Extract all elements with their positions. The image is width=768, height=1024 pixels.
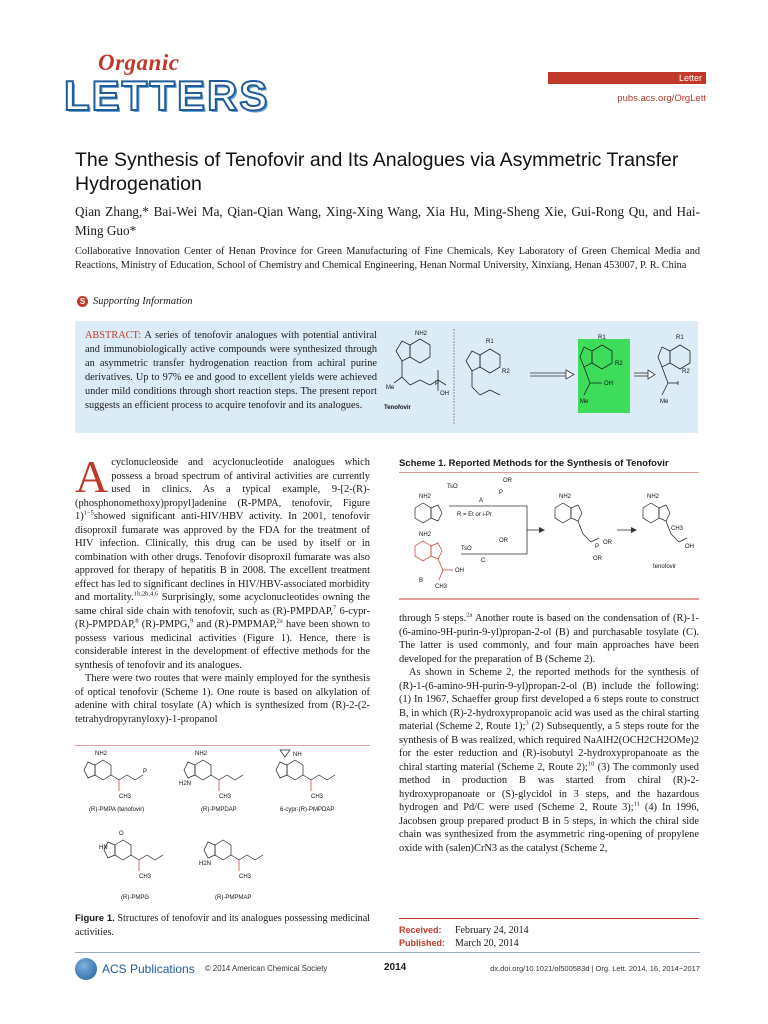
ref-superscript[interactable]: 3	[525, 719, 529, 727]
pmpg-hn-label: HN	[99, 845, 108, 851]
ref-superscript[interactable]: 1b,2b,4,6	[133, 590, 159, 598]
tenofovir-nh2-label: NH2	[415, 331, 428, 337]
ref-superscript[interactable]: 2a	[276, 617, 283, 625]
supporting-info-label: Supporting Information	[93, 296, 193, 307]
copyright-notice: © 2014 American Chemical Society	[205, 964, 328, 973]
cypr-ch3-label: CH3	[311, 794, 324, 800]
substrate-r1-label: R1	[486, 339, 494, 345]
tenofovir-p-label: P	[435, 381, 440, 387]
body-text-right	[399, 612, 699, 855]
paragraph-routes: There were two routes that were mainly employed for the synthesis of optical tenofovir (Scheme 1). One route is based on alkylation of adenine with chiral tosylate (A) which is synthesized from (R)-2-(2-tetrahydropyranyloxy)-1-propanol	[75, 673, 370, 725]
dates-divider	[399, 918, 699, 919]
substrate-r2-label: R2	[502, 369, 510, 375]
tenofovir-product-ch3-label: CH3	[671, 526, 684, 532]
article-type-badge: Letter	[548, 72, 706, 84]
supporting-information-link[interactable]	[77, 296, 192, 307]
compound-b-structure	[415, 541, 453, 580]
paragraph-condensation	[399, 612, 699, 666]
doi-citation[interactable]: dx.doi.org/10.1021/ol500583d | Org. Lett. 2014, 16, 2014−2017	[490, 964, 700, 973]
structure-cypr-pmpdap	[276, 750, 335, 791]
intro-text-2: showed significant anti-HIV/HBV activity. In 2001, tenofovir disoproxil fumarate was approved by the FDA for the treatment of HIV infection. Clinically, this drug can be used by itself or in combination with other drugs. Tenofovir disoproxil fumarate was also approved for therapy of hepatitis B in 2008. The excellent treatment effect has led to significant declines in HIV/HBV-associated morbidity and mortality.	[75, 511, 370, 603]
structure-label-cypr: 6-cypr-(R)-PMPDAP	[280, 807, 335, 813]
tenofovir-product-oh-label: OH	[685, 544, 694, 550]
right-text-2: Another route is based on the condensation of (R)-1-(6-amino-9H-purin-9-yl)propan-2-ol (B) and purchasable tosylate (C). The latter is used commonly, and four main approaches have been developed for the preparation of B (Scheme 2).	[399, 613, 699, 665]
paragraph-intro	[75, 451, 370, 672]
adenine-structure	[415, 503, 442, 523]
right-text-4: (2) Subsequently, a 5 steps route for the synthesis of B was realized, which required NaAlH2(OCH2CH2OMe)2 for the ester reduction and (R)-isobutyl 2-hydroxypropanoate as the chiral starting material (Scheme 2, Route 2);	[399, 721, 700, 773]
journal-url-link[interactable]: pubs.acs.org/OrgLett	[617, 93, 706, 104]
structure-pmpdap	[184, 760, 243, 791]
tenofovir-product-structure	[643, 503, 687, 542]
reagent-c-tso-label: TsO	[461, 546, 472, 552]
ester-or2-label: OR	[593, 556, 602, 562]
ester-nh2-label: NH2	[559, 494, 572, 500]
dropcap-letter: A	[75, 451, 109, 502]
ref-superscript[interactable]: 1−5	[83, 509, 94, 517]
tenofovir-oh-label: OH	[440, 391, 449, 397]
supporting-info-icon: S	[77, 296, 88, 307]
pmpa-nh2-label: NH2	[95, 751, 108, 757]
figure-1-caption-text: Structures of tenofovir and its analogues possessing medicinal activities.	[75, 913, 370, 938]
reagent-a-label: A	[479, 498, 484, 504]
received-label: Received:	[399, 925, 442, 935]
ester-p-label: P	[595, 544, 600, 550]
abstract-lead: ABSTRACT:	[85, 330, 142, 341]
product-r2-label: R2	[682, 369, 690, 375]
right-text-6: (4) In 1996, Jacobsen group prepared product B in 5 steps, in which the chiral side chain was synthesized from the asymmetric ring-opening of propylene oxide with (salen)CrN3 as the catalyst (Scheme 2,	[399, 802, 699, 854]
pmpdap-h2n-label: H2N	[179, 781, 192, 787]
intro-text-7: have been shown to possess various medicinal activities (Figure 1). Hence, there is considerable interest in the development of effective methods for the synthesis of tenofovir and its analogues.	[75, 619, 370, 671]
reagent-a-p-label: P	[499, 490, 504, 496]
purine-substrate-structure	[466, 349, 500, 395]
logo-letters-text: LETTERS	[64, 72, 270, 119]
intro-text-5: (R)-PMPG,	[138, 619, 190, 630]
article-title: The Synthesis of Tenofovir and Its Analogues via Asymmetric Transfer Hydrogenation	[75, 149, 679, 195]
logo-organic-text: Organic	[98, 50, 180, 75]
structure-pmpmap	[204, 840, 263, 871]
right-text-5: (3) The commonly used method in production B was started from chiral (R)-2-hydroxypropanoate or (S)-glycidol in 3 steps, and the hazardous hydrogen and Pd/C were used (Scheme 2, Route 3);	[399, 761, 700, 813]
paragraph-scheme-2	[399, 666, 699, 855]
cypr-nh-label: NH	[293, 752, 302, 758]
intermediate-me-label: Me	[580, 399, 589, 405]
intermediate-oh-label: OH	[604, 381, 613, 387]
page-number: 2014	[384, 962, 407, 973]
right-text-1: through 5 steps.	[399, 613, 467, 624]
pmpdap-ch3-label: CH3	[219, 794, 232, 800]
intermediate-r2-label: R2	[615, 361, 623, 367]
ref-superscript[interactable]: 10	[587, 760, 595, 768]
abstract-text	[85, 329, 377, 412]
ref-superscript[interactable]: 7	[333, 604, 337, 612]
tenofovir-me-label: Me	[386, 385, 395, 391]
pmpg-ch3-label: CH3	[139, 874, 152, 880]
structure-label-pmpa: (R)-PMPA (tenofovir)	[89, 807, 145, 813]
figure-1-caption	[75, 912, 370, 939]
reagent-a-or-label: OR	[503, 478, 512, 484]
tenofovir-product-label: tenofovir	[653, 564, 677, 570]
compound-b-ch3-label: CH3	[435, 584, 448, 590]
figure-1-structures	[75, 745, 370, 905]
intro-text-4: 6-cypr-(R)-PMPDAP,	[75, 605, 370, 630]
abstract-box	[75, 321, 698, 433]
ref-superscript[interactable]: 9	[189, 617, 194, 625]
phosphonate-ester-structure	[555, 503, 599, 542]
reagent-c-label: C	[481, 558, 486, 564]
pmpa-ch3-label: CH3	[119, 794, 132, 800]
ref-superscript[interactable]: 8	[135, 617, 139, 625]
pmpdap-nh2-label: NH2	[195, 751, 208, 757]
structure-label-pmpg: (R)-PMPG	[121, 895, 149, 901]
right-text-3: As shown in Scheme 2, the reported methods for the synthesis of (R)-1-(6-amino-9H-purin-9-yl)propan-2-ol (B) include the following: (1) In 1967, Schaeffer group first developed a 6 steps route to construct B, in which (R)-2-hydroxypropanoic acid was used as the chiral starting material (Scheme 2, Route 1);	[399, 667, 699, 732]
intermediate-r1-label: R1	[598, 335, 606, 341]
product-r1-label: R1	[676, 335, 684, 341]
ref-superscript[interactable]: 11	[633, 800, 640, 808]
product-me-label: Me	[660, 399, 669, 405]
acs-globe-icon	[75, 958, 97, 980]
structure-label-pmpmap: (R)-PMPMAP	[215, 895, 252, 901]
article-dates	[399, 924, 529, 950]
author-list: Qian Zhang,* Bai-Wei Ma, Qian-Qian Wang, Xing-Xing Wang, Xia Hu, Ming-Sheng Xie, Gui-Rong Qu, and Hai-Ming Guo*	[75, 204, 700, 238]
published-date-row	[399, 937, 529, 950]
compound-b-nh2-label: NH2	[419, 532, 432, 538]
tenofovir-product-nh2-label: NH2	[647, 494, 660, 500]
adenine-nh2-label: NH2	[419, 494, 432, 500]
figure-1-label: Figure 1.	[75, 913, 115, 924]
pmpmap-h2n-label: H2N	[199, 861, 212, 867]
r-definition-label: R = Et or i-Pr	[457, 512, 492, 518]
received-date: February 24, 2014	[455, 925, 529, 936]
published-label: Published:	[399, 938, 446, 948]
published-date: March 20, 2014	[455, 938, 519, 949]
scheme-1-title: Scheme 1. Reported Methods for the Synthesis of Tenofovir	[399, 458, 669, 469]
received-date-row	[399, 924, 529, 937]
structure-pmpg	[104, 840, 163, 871]
ester-or-label: OR	[603, 540, 612, 546]
intro-text-6: and (R)-PMPMAP,	[193, 619, 277, 630]
pmpmap-ch3-label: CH3	[239, 874, 252, 880]
author-affiliation: Collaborative Innovation Center of Henan Province for Green Manufacturing of Fine Chemicals, Key Laboratory of Green Chemical Media and Reactions, Ministry of Education, School of Chemistry and Chemical Engineering, Henan Normal University, Xinxiang, Henan 453007, P. R. China	[75, 246, 700, 271]
abstract-body: A series of tenofovir analogues with potential antiviral and immunobiologically active compounds were synthesized through an asymmetric transfer hydrogenation reaction from achiral purine derivatives. Up to 97% ee and good to excellent yields were achieved under mild conditions through short reaction steps. The present report suggests an efficient process to acquire tenofovir and its analogues.	[85, 330, 377, 411]
intro-text-3: Surprisingly, some acyclonucleotides owning the same chiral side chain with tenofovir, such as (R)-PMPDAP,	[75, 592, 370, 617]
structure-label-pmpdap: (R)-PMPDAP	[201, 807, 237, 813]
acs-publications-logo[interactable]	[75, 958, 195, 980]
footer-divider	[75, 952, 700, 953]
scheme-1-diagram	[399, 472, 699, 600]
ref-superscript[interactable]: 2a	[466, 611, 473, 619]
structure-pmpa	[84, 760, 143, 791]
compound-b-label: B	[419, 578, 424, 584]
reagent-c-or-label: OR	[499, 538, 508, 544]
compound-b-oh-label: OH	[455, 568, 464, 574]
pmpa-p-label: P	[143, 769, 148, 775]
acs-publisher-name: ACS Publications	[102, 962, 195, 976]
intro-text-1: cyclonucleoside and acyclonucleotide analogues which possess a broad spectrum of antiviral activities are currently used in clinics. As a typical example, 9-[2-(R)-(phosphonomethoxy)propyl]adenine (R-PMPA, tenofovir, Figure 1)	[75, 457, 370, 522]
journal-logo	[64, 50, 294, 119]
pmpg-o-label: O	[119, 831, 124, 837]
reagent-a-tso-label: TsO	[447, 484, 458, 490]
tenofovir-caption: Tenofovir	[384, 405, 411, 411]
abstract-toc-graphic	[380, 325, 695, 429]
body-text-left	[75, 451, 370, 726]
